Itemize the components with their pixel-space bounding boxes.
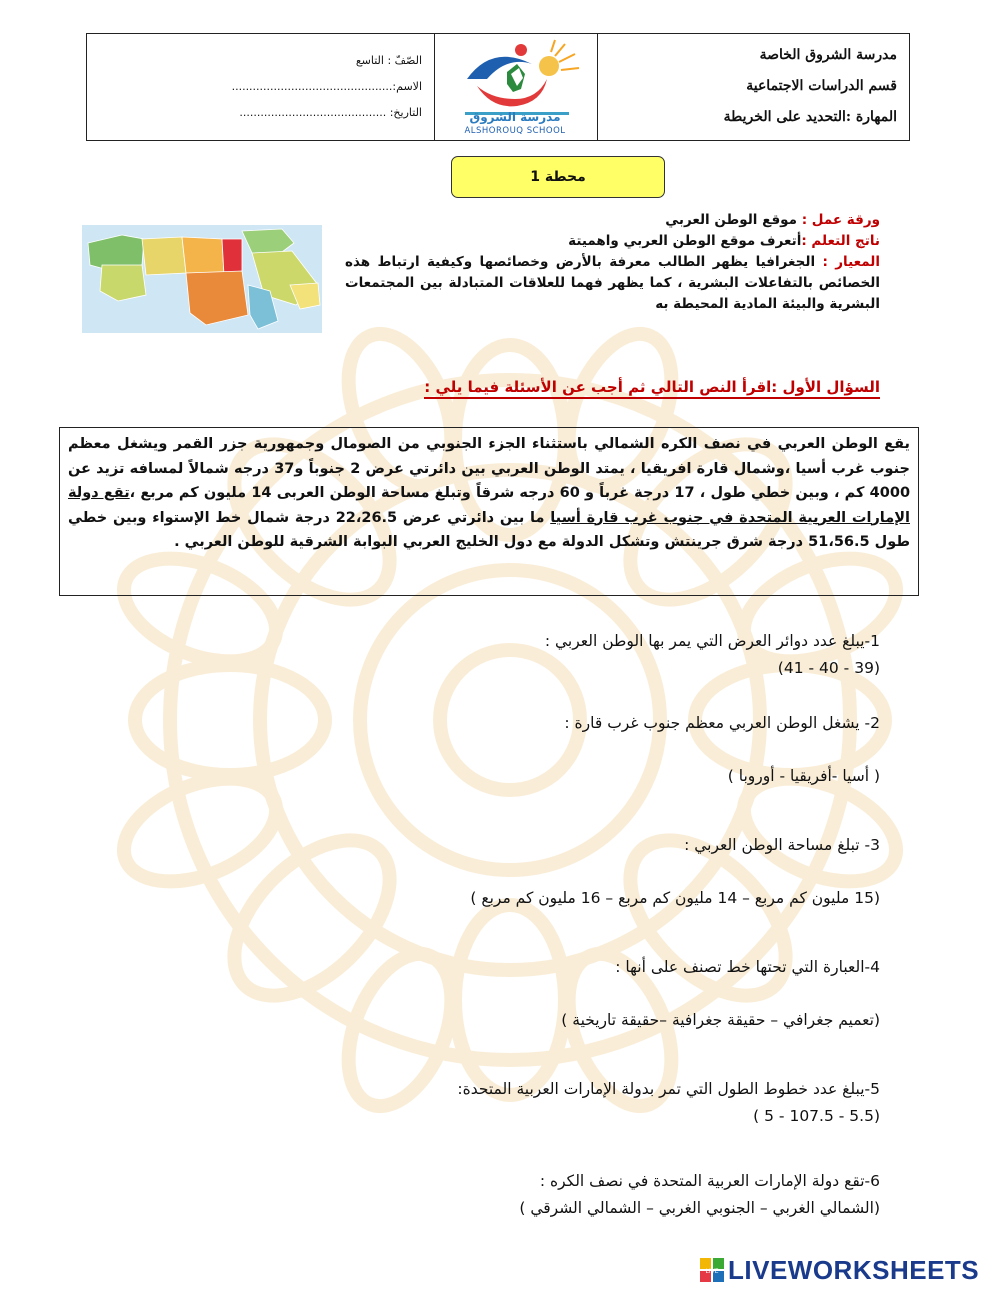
questions-list [100, 628, 880, 1222]
liveworksheets-brand [700, 1254, 980, 1285]
question-1-options[interactable]: (39 - 40 - 41) [777, 659, 880, 677]
question-4-options[interactable]: (تعميم جغرافي – حقيقة جغرافية –حقيقة تاريخية ) [561, 1011, 880, 1029]
question-6-text: 6-تقع دولة الإمارات العربية المتحدة في نصف الكره : [539, 1172, 880, 1190]
school-name: مدرسة الشروق الخاصة [759, 47, 897, 63]
header-student-info [87, 34, 435, 140]
station-label: محطة 1 [451, 156, 665, 198]
date-field[interactable]: التاريخ: .......................................... [239, 106, 422, 119]
question-1 [100, 628, 880, 698]
passage-text-part1: يقع الوطن العربي في نصف الكره الشمالي باستثناء الجزء الجنوبي من الصومال وجمهورية جزر القمر ويشغل معظم جنوب غرب أسيا ،وشمال قارة افريقيا ، يمتد الوطن العربي بين دائرتي عرض 2 جنوباً و37 درجه شمالاً لمسافه تزيد عن 4000 كم ، وبين خطي طول ، 17 درجة غرباً و 60 درجه شرقاً وتبلغ مساحة الوطن العربى 14 مليون كم مربع ، [68, 436, 911, 501]
question-3 [100, 832, 880, 942]
question-3-text: 3- تبلغ مساحة الوطن العربي : [684, 836, 880, 854]
question-6 [100, 1168, 880, 1222]
reading-passage [59, 427, 919, 596]
skill-label: المهارة :التحديد على الخريطة [723, 109, 897, 125]
worksheet-title: موقع الوطن العربي [665, 212, 802, 228]
outcome-text: أتعرف موقع الوطن العربي واهميتة [568, 233, 802, 249]
grade-label: الصّفّ : التاسع [355, 54, 422, 67]
worksheet-info [345, 210, 880, 315]
logo-arabic-text: مدرسة الشروق [469, 110, 561, 124]
worksheet-label: ورقة عمل : [801, 212, 880, 228]
question-2 [100, 710, 880, 820]
question-3-options[interactable]: (15 مليون كم مربع – 14 مليون كم مربع – 16 مليون كم مربع ) [470, 889, 880, 907]
school-logo [435, 34, 597, 140]
liveworksheets-logo-icon [700, 1258, 724, 1282]
student-name-field[interactable]: الاسم:.............................................. [231, 80, 422, 93]
question-5 [100, 1076, 880, 1156]
brand-name: LIVEWORKSHEETS [728, 1254, 980, 1285]
logo-english-text: ALSHOROUQ SCHOOL [464, 126, 566, 136]
question-4 [100, 954, 880, 1064]
passage-underlined-sentence: تقع دولة الإمارات العربية المتحدة في جنوب غرب قارة أسيا [68, 485, 910, 526]
question-2-options[interactable]: ( أسيا -أفريقيا - أوروبا ) [727, 767, 880, 785]
question-5-options[interactable]: (5.5 - 107.5 - 5 ) [753, 1107, 880, 1125]
passage-text-part2: ما بين دائرتي عرض 22،26.5 درجة شمال خط الإستواء وبين خطي طول 51،56.5 درجة شرق جرينتش وتشكل الدولة مع دول الخليج العربي البوابة الشرقية للوطن العربي . [68, 509, 910, 550]
department-name: قسم الدراسات الاجتماعية [746, 78, 897, 94]
question-1-text: 1-يبلغ عدد دوائر العرض التي يمر بها الوطن العربي : [544, 632, 880, 650]
question-4-text: 4-العبارة التي تحتها خط تصنف على أنها : [615, 958, 880, 976]
standard-text: الجغرافيا يظهر الطالب معرفة بالأرض وخصائصها وكيفية ارتباط هذه الخصائص بالتفاعلات البشرية ، كما يظهر فهما للعلاقات المتبادلة بين المجتمعات البشرية والبيئة المادية المحيطة به [345, 254, 880, 312]
question-6-options[interactable]: (الشمالي الغربي – الجنوبي الغربي – الشمالي الشرقي ) [519, 1199, 880, 1217]
worksheet-title-line [345, 210, 880, 231]
question-2-text: 2- يشغل الوطن العربي معظم جنوب غرب قارة : [564, 714, 880, 732]
outcome-label: ناتج التعلم : [801, 233, 880, 249]
learning-outcome-line [345, 231, 880, 252]
school-logo-icon [437, 34, 597, 140]
arab-world-map [82, 225, 322, 333]
logo-badge-text: LIVE [705, 1268, 719, 1275]
standard-line [345, 252, 880, 315]
standard-label: المعيار : [822, 254, 880, 270]
question1-heading: السؤال الأول :اقرأ النص التالي ثم أجب عن الأسئلة فيما يلي : [424, 378, 880, 399]
header-school-info [597, 34, 909, 140]
question-5-text: 5-يبلغ عدد خطوط الطول التي تمر بدولة الإمارات العربية المتحدة: [457, 1080, 880, 1098]
header-box [86, 33, 910, 141]
